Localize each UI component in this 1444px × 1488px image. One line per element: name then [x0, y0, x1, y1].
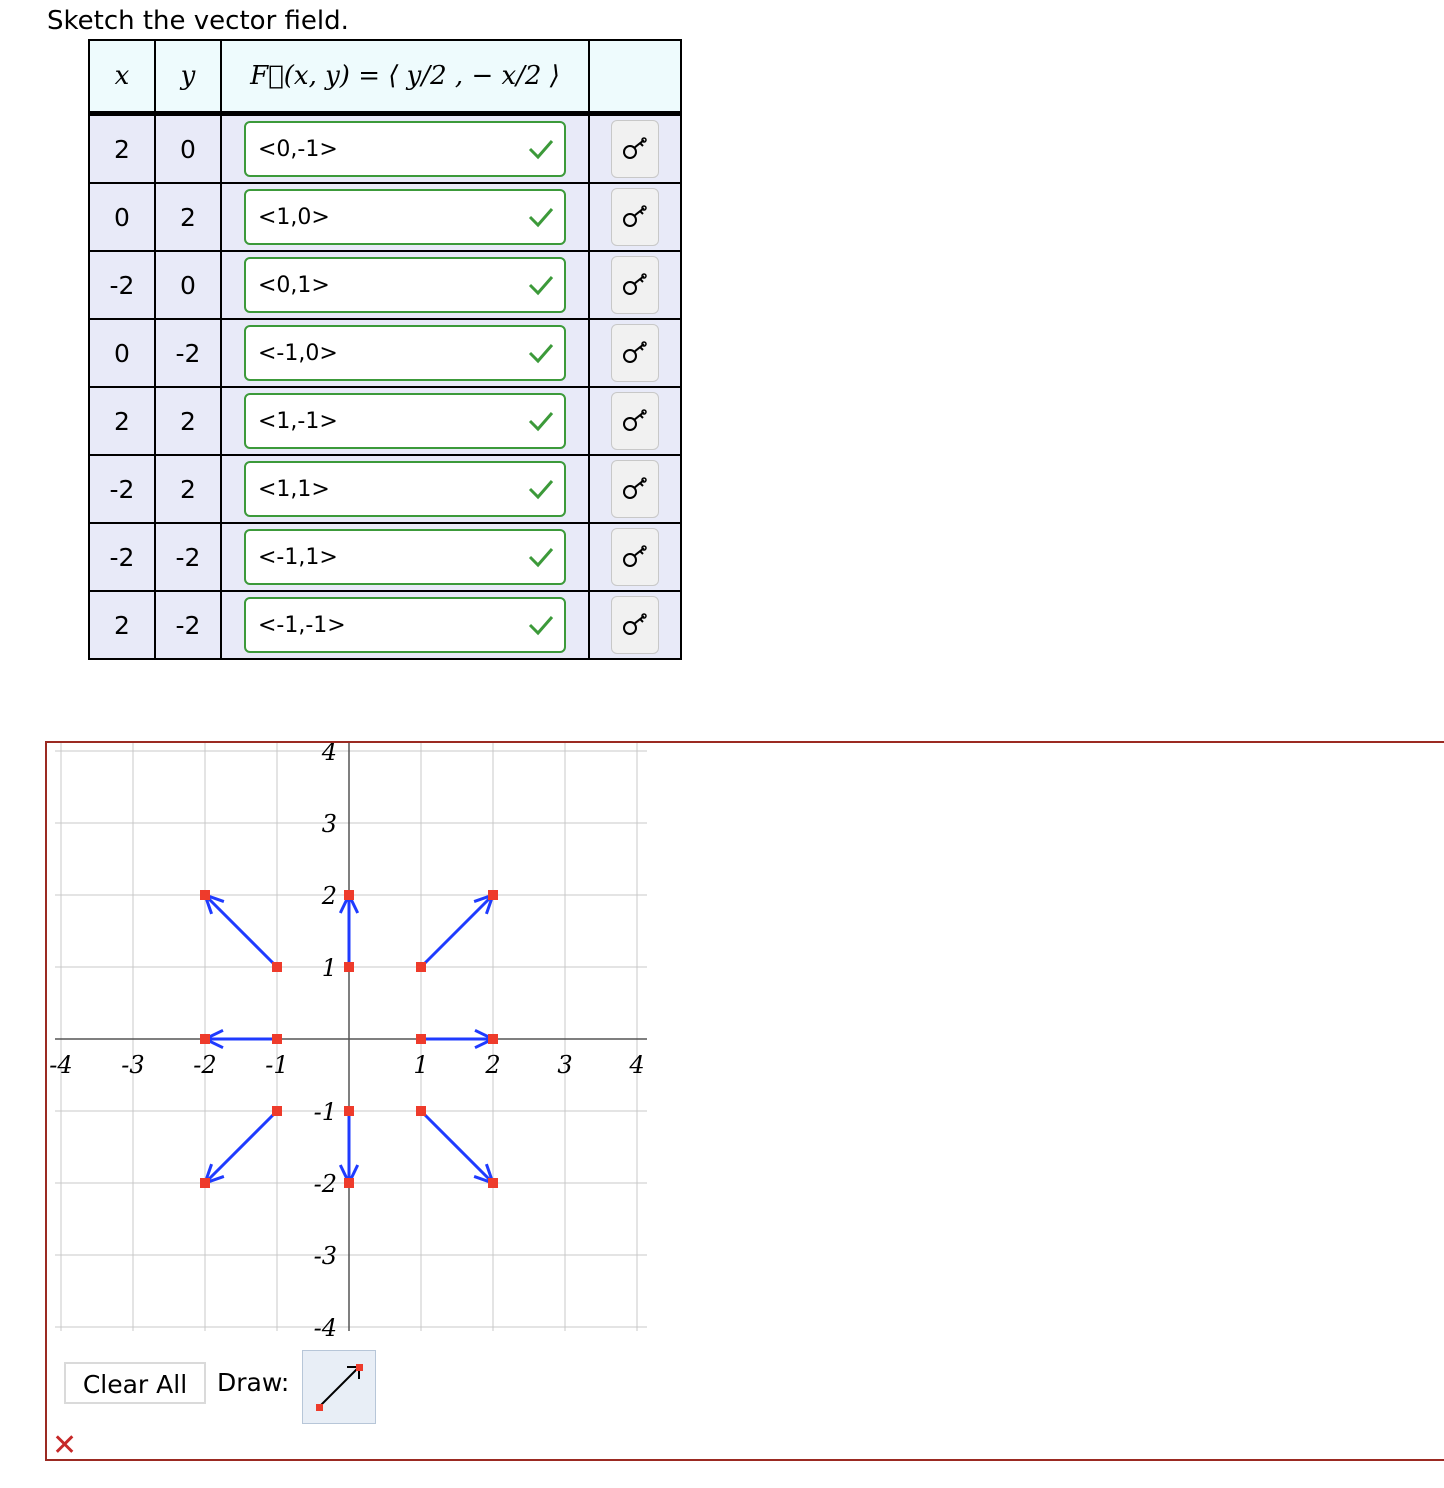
- key-icon: [621, 409, 649, 433]
- vector-head-point: [344, 1178, 354, 1188]
- check-icon: [528, 614, 554, 636]
- x-tick-label: 4: [629, 1051, 645, 1079]
- answer-input[interactable]: [244, 393, 566, 449]
- table-row: [89, 523, 681, 591]
- cell-y: 0: [155, 251, 221, 319]
- vector-line: [421, 1111, 493, 1183]
- table-row: [89, 319, 681, 387]
- cell-y: -2: [155, 523, 221, 591]
- x-tick-label: -1: [265, 1051, 289, 1079]
- header-y: y: [155, 40, 221, 114]
- cell-action: [589, 183, 681, 251]
- prompt-text: Sketch the vector field.: [47, 6, 349, 36]
- cell-x: 0: [89, 319, 155, 387]
- cell-action: [589, 455, 681, 523]
- answer-value: <1,-1>: [258, 408, 338, 434]
- cell-x: 2: [89, 114, 155, 184]
- vector-tail-point: [416, 962, 426, 972]
- check-icon: [528, 478, 554, 500]
- vector-head-point: [488, 890, 498, 900]
- key-button[interactable]: [611, 120, 659, 178]
- cell-answer: [221, 455, 589, 523]
- vector-field-table: [88, 39, 682, 660]
- header-actions: [589, 40, 681, 114]
- vector-line: [205, 1111, 277, 1183]
- cell-y: -2: [155, 591, 221, 659]
- answer-input[interactable]: [244, 257, 566, 313]
- vector-line: [205, 895, 277, 967]
- x-tick-label: -3: [121, 1051, 145, 1079]
- y-tick-label: 4: [321, 743, 337, 766]
- vector-arrow-icon: [303, 1351, 375, 1423]
- vector-tail-point: [416, 1034, 426, 1044]
- answer-value: <-1,1>: [258, 544, 338, 570]
- cell-answer: [221, 251, 589, 319]
- vector-line: [421, 895, 493, 967]
- cell-y: 2: [155, 387, 221, 455]
- draw-label: Draw:: [217, 1368, 290, 1397]
- cell-action: [589, 523, 681, 591]
- formula-text: F⃗(x, y) = ⟨ y/2 , − x/2 ⟩: [250, 61, 560, 91]
- table-header-row: [89, 40, 681, 114]
- incorrect-x-icon: ✕: [52, 1428, 78, 1463]
- cell-x: 0: [89, 183, 155, 251]
- key-button[interactable]: [611, 324, 659, 382]
- cell-action: [589, 251, 681, 319]
- table-row: [89, 114, 681, 184]
- cell-y: 2: [155, 455, 221, 523]
- cell-action: [589, 319, 681, 387]
- answer-value: <-1,-1>: [258, 612, 346, 638]
- answer-input[interactable]: [244, 597, 566, 653]
- key-icon: [621, 273, 649, 297]
- cell-answer: [221, 183, 589, 251]
- answer-value: <-1,0>: [258, 340, 338, 366]
- vector-tail-point: [272, 962, 282, 972]
- key-icon: [621, 341, 649, 365]
- key-icon: [621, 613, 649, 637]
- answer-input[interactable]: [244, 189, 566, 245]
- cell-y: -2: [155, 319, 221, 387]
- cell-answer: [221, 319, 589, 387]
- cell-answer: [221, 591, 589, 659]
- key-button[interactable]: [611, 460, 659, 518]
- vector-head-point: [488, 1178, 498, 1188]
- vector-tail-point: [416, 1106, 426, 1116]
- cell-x: -2: [89, 523, 155, 591]
- check-icon: [528, 342, 554, 364]
- vector-tail-point: [272, 1034, 282, 1044]
- key-button[interactable]: [611, 596, 659, 654]
- cell-action: [589, 114, 681, 184]
- graph-panel: [45, 741, 1444, 1461]
- key-icon: [621, 545, 649, 569]
- answer-value: <1,0>: [258, 204, 330, 230]
- header-formula: [221, 40, 589, 114]
- vector-head-point: [200, 890, 210, 900]
- answer-value: <0,-1>: [258, 136, 338, 162]
- vector-tail-point: [272, 1106, 282, 1116]
- table-row: [89, 251, 681, 319]
- clear-all-button[interactable]: Clear All: [64, 1362, 206, 1404]
- key-icon: [621, 477, 649, 501]
- check-icon: [528, 206, 554, 228]
- x-tick-label: 3: [557, 1051, 573, 1079]
- key-button[interactable]: [611, 392, 659, 450]
- cell-answer: [221, 387, 589, 455]
- answer-input[interactable]: [244, 121, 566, 177]
- table-row: [89, 455, 681, 523]
- cell-answer: [221, 523, 589, 591]
- key-icon: [621, 137, 649, 161]
- vector-tail-point: [344, 1106, 354, 1116]
- key-button[interactable]: [611, 528, 659, 586]
- check-icon: [528, 410, 554, 432]
- y-tick-label: -3: [313, 1242, 337, 1270]
- y-tick-label: -2: [313, 1170, 337, 1198]
- vector-head-point: [344, 890, 354, 900]
- table-row: [89, 591, 681, 659]
- key-icon: [621, 205, 649, 229]
- vector-head-point: [488, 1034, 498, 1044]
- y-tick-label: -4: [313, 1314, 337, 1342]
- vector-head-point: [200, 1178, 210, 1188]
- answer-value: <0,1>: [258, 272, 330, 298]
- cell-answer: [221, 114, 589, 184]
- y-tick-label: 1: [321, 954, 337, 982]
- check-icon: [528, 138, 554, 160]
- cell-x: 2: [89, 591, 155, 659]
- vector-head-point: [200, 1034, 210, 1044]
- answer-input[interactable]: [244, 325, 566, 381]
- answer-input[interactable]: [244, 461, 566, 517]
- cell-y: 0: [155, 114, 221, 184]
- cell-x: 2: [89, 387, 155, 455]
- check-icon: [528, 546, 554, 568]
- check-icon: [528, 274, 554, 296]
- key-button[interactable]: [611, 188, 659, 246]
- cell-x: -2: [89, 251, 155, 319]
- y-tick-label: 2: [321, 882, 337, 910]
- cell-x: -2: [89, 455, 155, 523]
- key-button[interactable]: [611, 256, 659, 314]
- y-tick-label: -1: [313, 1098, 337, 1126]
- table-row: [89, 183, 681, 251]
- cell-action: [589, 591, 681, 659]
- x-tick-label: -2: [193, 1051, 217, 1079]
- vector-tool-button[interactable]: [302, 1350, 376, 1424]
- header-x: x: [89, 40, 155, 114]
- x-tick-label: 1: [413, 1051, 429, 1079]
- table-row: [89, 387, 681, 455]
- answer-input[interactable]: [244, 529, 566, 585]
- vector-tail-point: [344, 962, 354, 972]
- x-tick-label: 2: [485, 1051, 501, 1079]
- x-tick-label: -4: [49, 1051, 73, 1079]
- cell-action: [589, 387, 681, 455]
- table-body: [89, 114, 681, 660]
- answer-value: <1,1>: [258, 476, 330, 502]
- cell-y: 2: [155, 183, 221, 251]
- vector-graph[interactable]: [47, 743, 1444, 1459]
- y-tick-label: 3: [321, 810, 337, 838]
